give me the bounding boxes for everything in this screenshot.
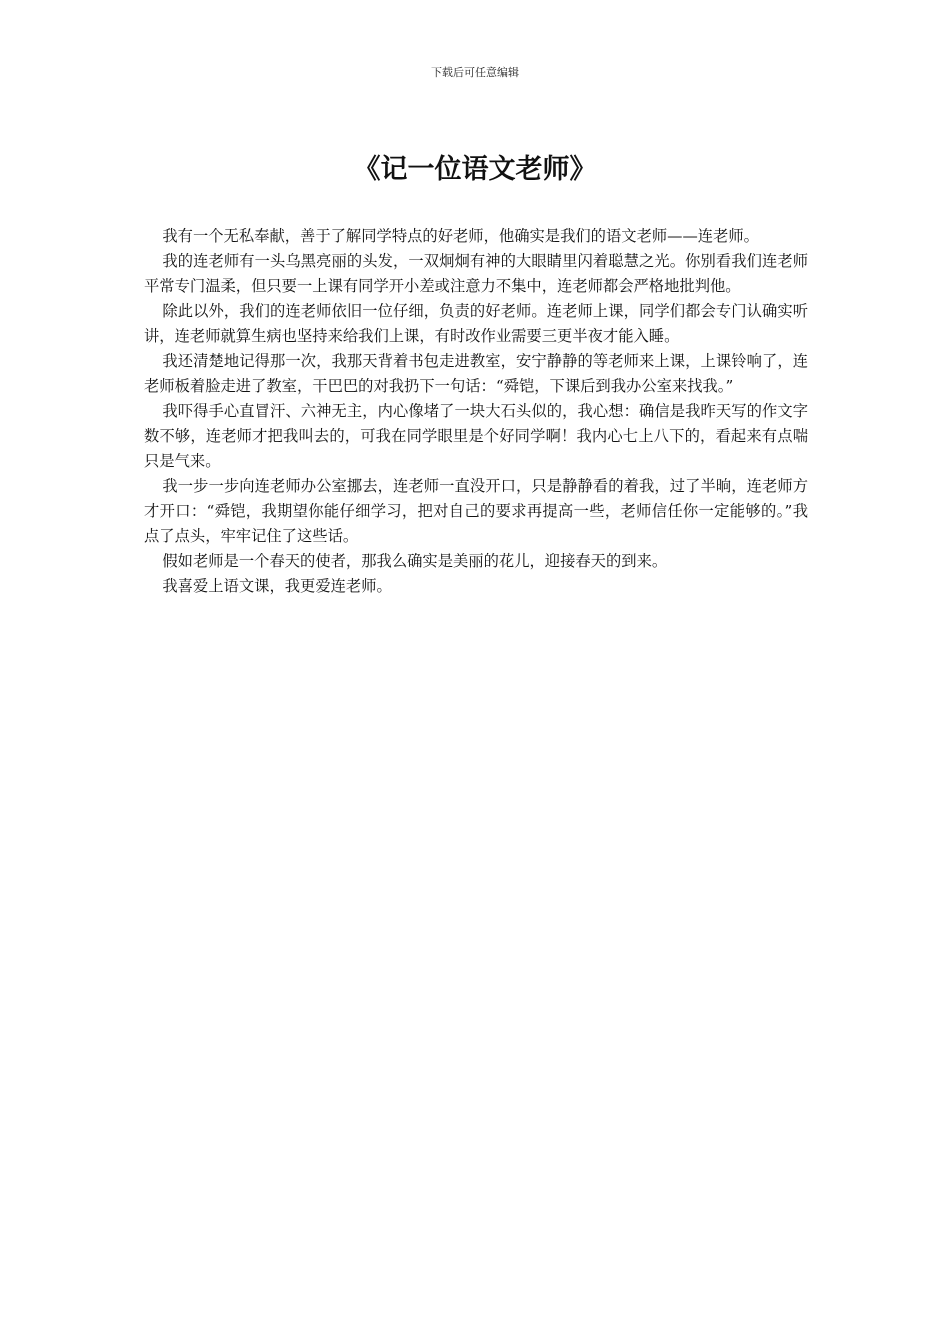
paragraph: 我吓得手心直冒汗、六神无主，内心像堵了一块大石头似的，我心想：确信是我昨天写的作文字数不够，连老师才把我叫去的，可我在同学眼里是个好同学啊！我内心七上八下的，看起来有点喘只是气来。 — [144, 402, 808, 470]
paragraph: 除此以外，我们的连老师依旧一位仔细，负责的好老师。连老师上课，同学们都会专门认确实听讲，连老师就算生病也坚持来给我们上课，有时改作业需要三更半夜才能入睡。 — [144, 302, 808, 345]
paragraph: 我喜爱上语文课，我更爱连老师。 — [162, 577, 392, 595]
paragraph: 我还清楚地记得那一次，我那天背着书包走进教室，安宁静静的等老师来上课，上课铃响了，连老师板着脸走进了教室，干巴巴的对我扔下一句话：“舜铠，下课后到我办公室来找我。” — [144, 352, 808, 395]
paragraph: 我的连老师有一头乌黑亮丽的头发，一双炯炯有神的大眼睛里闪着聪慧之光。你别看我们连老师平常专门温柔，但只要一上课有同学开小差或注意力不集中，连老师都会严格地批判他。 — [144, 252, 808, 295]
document-body — [144, 224, 808, 599]
paragraph: 我一步一步向连老师办公室挪去，连老师一直没开口，只是静静看的着我，过了半晌，连老师方才开口：“舜铠，我期望你能仔细学习，把对自己的要求再提高一些，老师信任你一定能够的。”我点了点头，牢牢记住了这些话。 — [144, 477, 808, 545]
header-note: 下载后可任意编辑 — [431, 66, 519, 79]
paragraph: 我有一个无私奉献，善于了解同学特点的好老师，他确实是我们的语文老师——连老师。 — [162, 227, 759, 245]
paragraph: 假如老师是一个春天的使者，那我么确实是美丽的花儿，迎接春天的到来。 — [162, 552, 668, 570]
document-title: 《记一位语文老师》 — [353, 154, 597, 185]
